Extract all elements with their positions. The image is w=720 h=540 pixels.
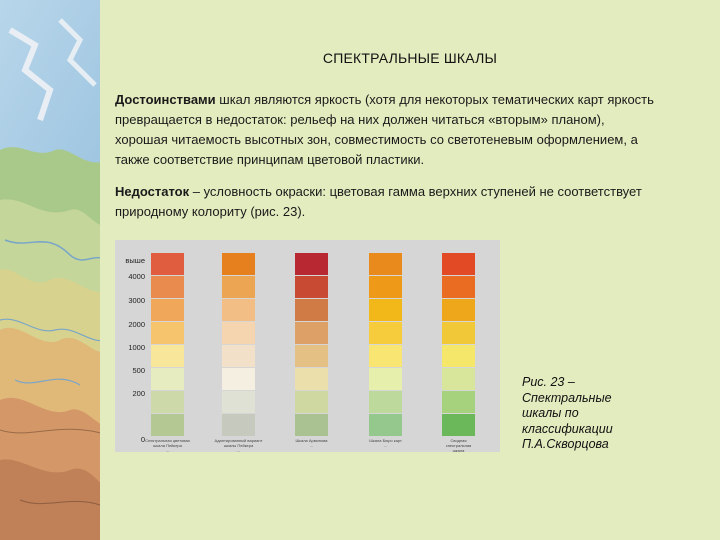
scale-caption-line: Спектральная цветовая <box>145 438 190 443</box>
scale-color-cell <box>295 391 328 413</box>
altitude-label: 200 <box>132 389 145 398</box>
scale-color-cell <box>222 391 255 413</box>
altitude-label: 1000 <box>128 343 145 352</box>
disadvantage-term: Недостаток <box>115 184 190 199</box>
scale-color-cell <box>151 414 184 436</box>
scale-color-cell <box>442 368 475 390</box>
scale-color-cell <box>442 276 475 298</box>
scale-color-cell <box>151 299 184 321</box>
disadvantage-paragraph <box>115 182 655 222</box>
spectral-scales-figure <box>115 240 500 452</box>
scale-color-cell <box>369 391 402 413</box>
disadvantage-text: – условность окраски: цветовая гамма верхних ступеней не соответствует природному колориту (рис. 23). <box>115 184 642 219</box>
scale-color-cell <box>442 345 475 367</box>
spectral-scale-column <box>295 253 328 448</box>
scale-color-cell <box>151 391 184 413</box>
scale-color-cell <box>151 253 184 275</box>
altitude-label: 2000 <box>128 320 145 329</box>
scale-caption-line: … <box>383 443 388 448</box>
scale-color-cell <box>369 322 402 344</box>
scale-color-cell <box>369 253 402 275</box>
scale-color-cell <box>151 345 184 367</box>
scale-color-cell <box>369 299 402 321</box>
altitude-label: выше <box>125 256 145 265</box>
scale-color-cell <box>369 276 402 298</box>
scale-caption-line: шкалы Пейкера <box>223 443 254 448</box>
scale-color-cell <box>222 253 255 275</box>
altitude-label: 3000 <box>128 296 145 305</box>
scale-color-cell <box>295 368 328 390</box>
scale-color-cell <box>222 368 255 390</box>
scale-color-cell <box>295 322 328 344</box>
scale-color-cell <box>151 322 184 344</box>
scale-caption-line: … <box>165 448 170 452</box>
scale-caption-line: Адаптированный вариант <box>214 438 263 443</box>
scale-color-cell <box>295 276 328 298</box>
scale-color-cell <box>151 368 184 390</box>
scale-caption-line: Шкала Бюро карт <box>369 438 402 443</box>
scale-color-cell <box>369 414 402 436</box>
scale-caption-line: Шкала Арминова <box>295 438 328 443</box>
map-background-strip <box>0 0 108 540</box>
scale-color-cell <box>151 276 184 298</box>
scale-color-cell <box>295 414 328 436</box>
scale-color-cell <box>442 322 475 344</box>
scale-caption-line: шкала <box>452 448 465 452</box>
scale-color-cell <box>222 414 255 436</box>
scale-color-cell <box>442 299 475 321</box>
scale-caption-line: … <box>309 443 314 448</box>
scale-color-cell <box>222 299 255 321</box>
scale-color-cell <box>222 276 255 298</box>
spectral-scale-column <box>369 253 402 448</box>
advantages-text: шкал являются яркость (хотя для некоторых тематических карт яркость превращается в недостаток: рельеф на них должен читаться «вторым» планом), хорошая читаемость высотных зон, совместимость со светотеневым оформлением, а также соответствие принципам цветовой пластики. <box>115 92 654 167</box>
altitude-label: 4000 <box>128 272 145 281</box>
altitude-label: 0 <box>140 435 145 444</box>
spectral-scale-column <box>145 253 189 452</box>
scale-color-cell <box>369 345 402 367</box>
scale-color-cell <box>442 391 475 413</box>
scale-caption-line: Сводная <box>450 438 467 443</box>
spectral-scale-column <box>442 253 475 452</box>
scale-color-cell <box>222 345 255 367</box>
scale-caption-line: шкала Пейкера <box>153 443 182 448</box>
scale-color-cell <box>295 299 328 321</box>
slide-title: СПЕКТРАЛЬНЫЕ ШКАЛЫ <box>322 50 498 66</box>
scale-color-cell <box>442 414 475 436</box>
spectral-scales-graphic <box>115 240 500 452</box>
scale-caption-line: … <box>236 448 241 452</box>
scale-color-cell <box>369 368 402 390</box>
scale-color-cell <box>295 253 328 275</box>
scale-color-cell <box>295 345 328 367</box>
altitude-label: 500 <box>132 366 145 375</box>
scale-color-cell <box>442 253 475 275</box>
advantages-term: Достоинствами <box>115 92 216 107</box>
scale-caption-line: спектральная <box>445 443 472 448</box>
advantages-paragraph <box>115 90 655 170</box>
figure-caption: Рис. 23 – Спектральные шкалы по классификации П.А.Скворцова <box>522 375 613 451</box>
spectral-scale-column <box>215 253 263 452</box>
scale-color-cell <box>222 322 255 344</box>
